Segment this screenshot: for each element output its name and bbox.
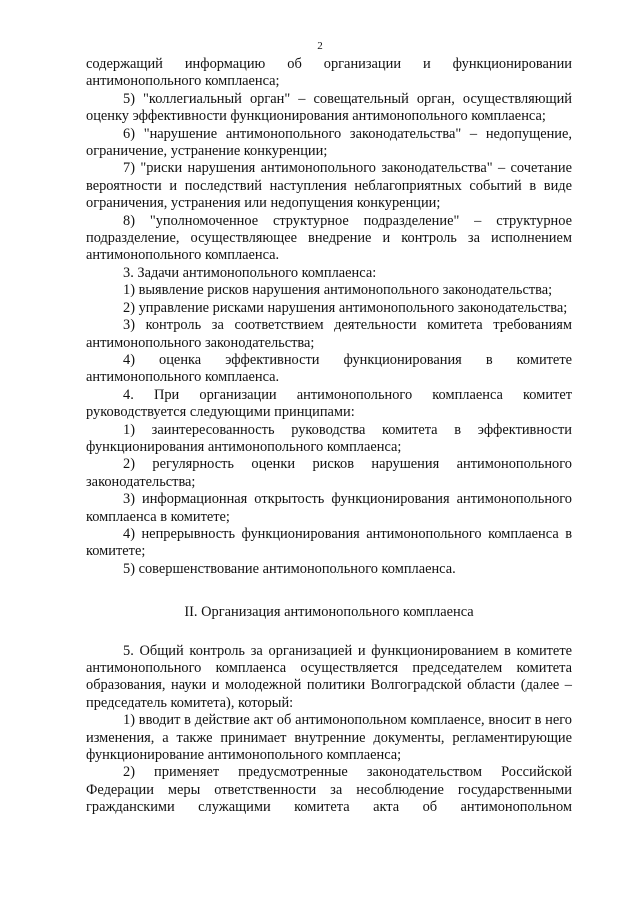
paragraph-definition-8: 8) "уполномоченное структурное подразделение" – структурное подразделение, осуществляющее внедрение и контроль за исполнением антимонопольного комплаенса. — [86, 212, 572, 264]
page-number: 2 — [317, 40, 323, 52]
document-body — [86, 56, 572, 817]
paragraph-principle-5: 5) совершенствование антимонопольного комплаенса. — [123, 560, 456, 577]
paragraph-principle-3: 3) информационная открытость функционирования антимонопольного комплаенса в комитете; — [86, 491, 572, 525]
paragraph-task-3: 3) контроль за соответствием деятельности комитета требованиям антимонопольного законодательства; — [86, 317, 572, 351]
paragraph-task-4: 4) оценка эффективности функционирования в комитете антимонопольного комплаенса. — [86, 351, 572, 386]
paragraph-task-2: 2) управление рисками нарушения антимонопольного законодательства; — [123, 299, 568, 316]
paragraph-control-item-2: 2) применяет предусмотренные законодательством Российской Федерации меры ответственности за несоблюдение государственными гражданскими служащими комитета акта об антимонопольном — [86, 764, 572, 816]
paragraph-definition-4-continued: содержащий информацию об организации и функционировании антимонопольного комплаенса; — [86, 56, 572, 90]
paragraph-definition-5: 5) "коллегиальный орган" – совещательный орган, осуществляющий оценку эффективности функционирования антимонопольного комплаенса; — [86, 90, 572, 125]
paragraph-principle-4: 4) непрерывность функционирования антимонопольного комплаенса в комитете; — [86, 525, 572, 560]
paragraph-task-1: 1) выявление рисков нарушения антимонопольного законодательства; — [123, 282, 553, 299]
paragraph-definition-7: 7) "риски нарушения антимонопольного законодательства" – сочетание вероятности и последствий наступления неблагоприятных событий в виде ограничения, устранения или недопущения конкуренции; — [86, 160, 572, 212]
paragraph-principle-2: 2) регулярность оценки рисков нарушения антимонопольного законодательства; — [86, 456, 572, 490]
section-heading: II. Организация антимонопольного комплаенса — [184, 604, 474, 621]
paragraph-principle-1: 1) заинтересованность руководства комитета в эффективности функционирования антимонопольного комплаенса; — [86, 421, 572, 455]
paragraph-control-5: 5. Общий контроль за организацией и функционированием в комитете антимонопольного комплаенса осуществляется председателем комитета образования, науки и молодежной политики Волгоградской области (далее – председатель комитета), который: — [86, 642, 572, 711]
paragraph-tasks-heading: 3. Задачи антимонопольного комплаенса: — [123, 264, 377, 281]
paragraph-definition-6: 6) "нарушение антимонопольного законодательства" – недопущение, ограничение, устранение конкуренции; — [86, 125, 572, 160]
paragraph-control-item-1: 1) вводит в действие акт об антимонопольном комплаенсе, вносит в него изменения, а также принимает внутренние документы, регламентирующие функционирование антимонопольного комплаенса; — [86, 712, 572, 764]
paragraph-principles-heading: 4. При организации антимонопольного комплаенса комитет руководствуется следующими принципами: — [86, 386, 572, 421]
